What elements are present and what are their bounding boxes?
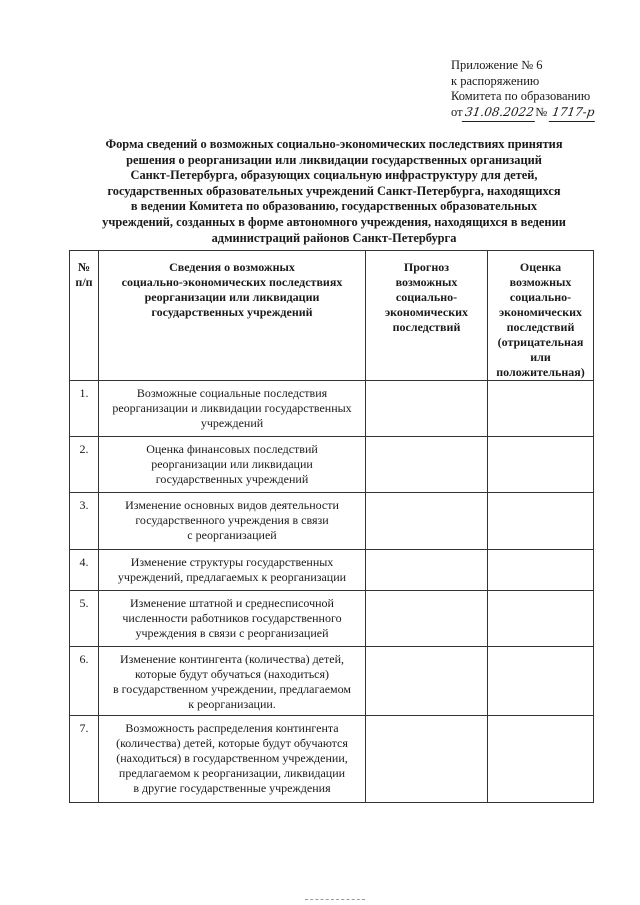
row-description: [99, 381, 366, 437]
row-description-line: Оценка финансовых последствий: [146, 442, 318, 456]
row-description: [99, 493, 366, 550]
row-number: 7.: [70, 716, 99, 803]
assessment-cell[interactable]: [488, 591, 594, 647]
row-description-line: (находиться) в государственном учреждении,: [116, 751, 348, 765]
handwritten-number: 1717-р: [549, 105, 598, 122]
scan-edge-mark: [305, 899, 365, 900]
table-row: [70, 716, 594, 803]
forecast-cell[interactable]: [366, 437, 488, 493]
row-description: [99, 550, 366, 591]
header-description-line: Сведения о возможных: [169, 260, 295, 274]
row-number: 6.: [70, 647, 99, 716]
number-label: №: [535, 104, 548, 119]
appendix-header: [451, 58, 597, 121]
row-description-line: к реорганизации.: [188, 697, 276, 711]
row-description-line: (количества) детей, которые будут обучаются: [116, 736, 348, 750]
header-forecast-line: экономических: [384, 305, 469, 319]
row-description-line: в государственном учреждении, предлагаемом: [112, 682, 352, 696]
row-description: [99, 647, 366, 716]
appendix-order-ref: к распоряжению: [451, 73, 540, 88]
row-description-line: учреждений: [200, 416, 264, 430]
header-assessment: [488, 251, 594, 381]
table-row: [70, 647, 594, 716]
table-row: [70, 381, 594, 437]
row-number: 4.: [70, 550, 99, 591]
row-description-line: учреждения в связи с реорганизацией: [135, 626, 329, 640]
header-assessment-line: последствий: [506, 320, 575, 334]
forecast-cell[interactable]: [366, 716, 488, 803]
header-forecast-line: возможных: [395, 275, 458, 289]
row-description-line: Изменение структуры государственных: [130, 555, 334, 569]
forecast-cell[interactable]: [366, 591, 488, 647]
consequences-form-table: [69, 250, 594, 803]
header-forecast-line: последствий: [392, 320, 461, 334]
header-assessment-line: социально-: [509, 290, 572, 304]
forecast-cell[interactable]: [366, 381, 488, 437]
row-description: [99, 591, 366, 647]
title-line: государственных образовательных учреждений Санкт-Петербурга, находящихся: [107, 183, 561, 198]
row-description-line: в другие государственные учреждения: [133, 781, 331, 795]
handwritten-date: 31.08.2022: [461, 105, 536, 122]
assessment-cell[interactable]: [488, 437, 594, 493]
header-description-line: государственных учреждений: [151, 305, 313, 319]
row-description-line: предлагаемом к реорганизации, ликвидации: [118, 766, 346, 780]
header-forecast: [366, 251, 488, 381]
row-description-line: Возможность распределения контингента: [125, 721, 339, 735]
row-number: 3.: [70, 493, 99, 550]
assessment-cell[interactable]: [488, 381, 594, 437]
row-description-line: которые будут обучаться (находиться): [134, 667, 330, 681]
document-title: [88, 137, 580, 246]
header-assessment-line: положительная): [496, 365, 585, 379]
title-line: учреждений, созданных в форме автономного учреждения, находящихся в ведении: [102, 214, 566, 229]
assessment-cell[interactable]: [488, 647, 594, 716]
header-num-line: №: [77, 260, 91, 274]
header-assessment-line: экономических: [498, 305, 583, 319]
appendix-number: Приложение № 6: [451, 58, 543, 72]
header-description-line: реорганизации или ликвидации: [144, 290, 320, 304]
table-row: [70, 591, 594, 647]
row-description-line: Изменение штатной и среднесписочной: [130, 596, 334, 610]
table-row: [70, 493, 594, 550]
assessment-cell[interactable]: [488, 493, 594, 550]
table-row: [70, 550, 594, 591]
header-num-line: п/п: [75, 275, 93, 289]
header-forecast-line: социально-: [395, 290, 458, 304]
table-header-row: [70, 251, 594, 381]
title-line: Форма сведений о возможных социально-экономических последствиях принятия: [105, 137, 563, 151]
row-description-line: государственного учреждения в связи: [135, 513, 329, 527]
row-description-line: Возможные социальные последствия: [136, 386, 328, 400]
title-line: администраций районов Санкт-Петербурга: [211, 230, 457, 245]
row-description: [99, 437, 366, 493]
date-prefix: от: [451, 104, 463, 119]
header-assessment-line: (отрицательная: [497, 335, 584, 349]
header-assessment-line: возможных: [509, 275, 572, 289]
row-number: 2.: [70, 437, 99, 493]
row-description-line: учреждений, предлагаемых к реорганизации: [117, 570, 347, 584]
row-description: [99, 716, 366, 803]
assessment-cell[interactable]: [488, 550, 594, 591]
header-description-line: социально-экономических последствиях: [121, 275, 343, 289]
forecast-cell[interactable]: [366, 550, 488, 591]
row-description-line: государственных учреждений: [155, 472, 309, 486]
title-line: Санкт-Петербурга, образующих социальную инфраструктуру для детей,: [130, 168, 538, 183]
row-description-line: с реорганизацией: [187, 528, 277, 542]
row-number: 5.: [70, 591, 99, 647]
row-description-line: реорганизации или ликвидации: [151, 457, 313, 471]
header-assessment-line: Оценка: [519, 260, 562, 274]
title-line: в ведении Комитета по образованию, государственных образовательных: [130, 199, 538, 214]
forecast-cell[interactable]: [366, 647, 488, 716]
row-description-line: реорганизации и ликвидации государственных: [112, 401, 352, 415]
table-row: [70, 437, 594, 493]
header-description: [99, 251, 366, 381]
row-description-line: численности работников государственного: [122, 611, 342, 625]
row-description-line: Изменение контингента (количества) детей,: [120, 652, 344, 666]
header-assessment-line: или: [530, 350, 551, 364]
forecast-cell[interactable]: [366, 493, 488, 550]
appendix-date-line: [451, 105, 597, 122]
row-number: 1.: [70, 381, 99, 437]
appendix-committee: Комитета по образованию: [451, 89, 591, 103]
header-forecast-line: Прогноз: [403, 260, 450, 274]
assessment-cell[interactable]: [488, 716, 594, 803]
header-num: [70, 251, 99, 381]
title-line: решения о реорганизации или ликвидации государственных организаций: [126, 152, 542, 167]
row-description-line: Изменение основных видов деятельности: [125, 498, 339, 512]
